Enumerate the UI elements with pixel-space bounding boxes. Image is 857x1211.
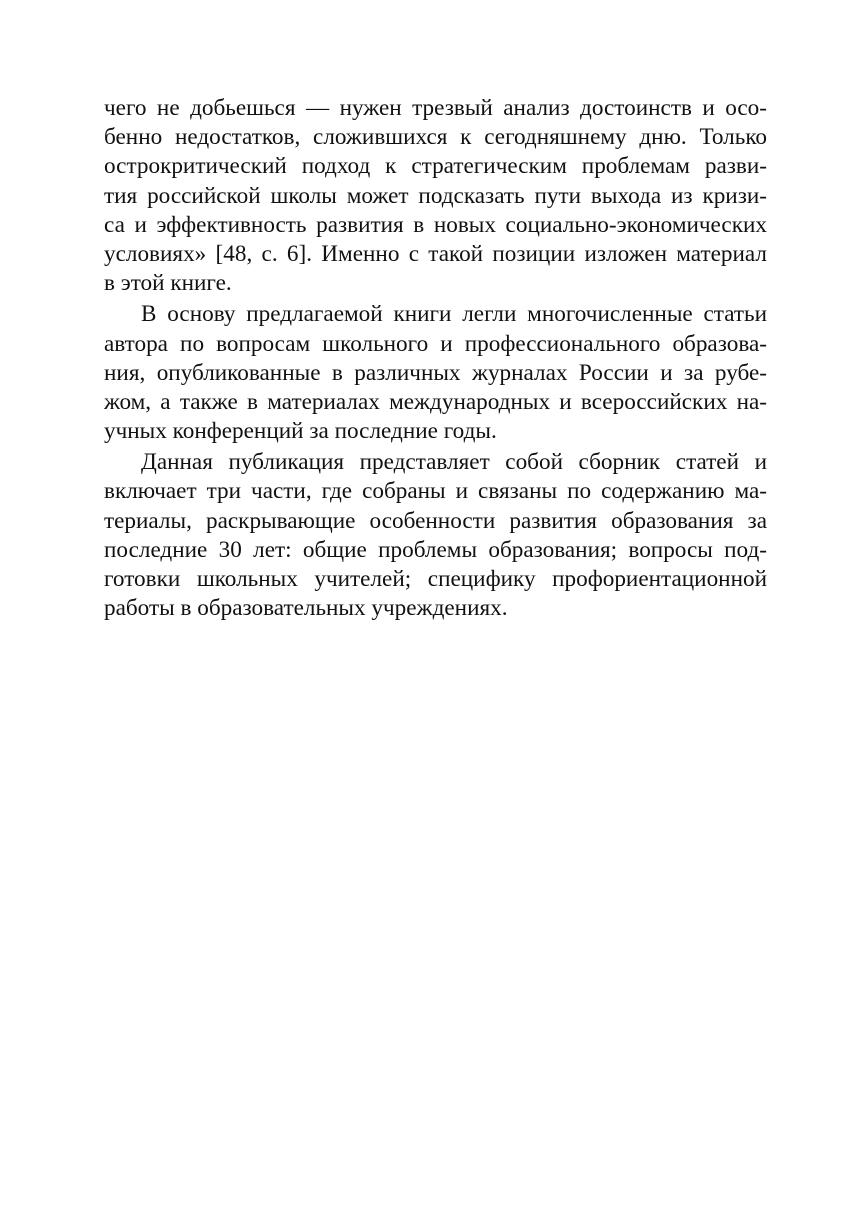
text-line: острокритический подход к стратегическим проблемам разви- xyxy=(104,153,767,180)
text-line: са и эффективность развития в новых социально-экономических xyxy=(104,211,767,238)
text-line: включает три части, где собраны и связаны по содержанию ма- xyxy=(104,478,767,505)
text-line: условиях» [48, с. 6]. Именно с такой позиции изложен материал xyxy=(104,240,767,267)
paragraph-1 xyxy=(104,94,767,298)
text-line: автора по вопросам школьного и профессионального образова- xyxy=(104,330,767,357)
text-line: чего не добьешься — нужен трезвый анализ достоинств и осо- xyxy=(104,95,767,121)
text-line: В основу предлагаемой книги легли многочисленные статьи xyxy=(141,301,767,328)
text-line: ния, опубликованные в различных журналах России и за рубе- xyxy=(104,359,767,386)
text-line: жом, а также в материалах международных и всероссийских на- xyxy=(104,388,767,415)
text-line: работы в образовательных учреждениях. xyxy=(104,595,508,622)
text-line: готовки школьных учителей; специфику профориентационной xyxy=(104,566,767,592)
paragraph-2 xyxy=(104,300,767,446)
paragraph-3 xyxy=(104,448,767,623)
text-line: учных конференций за последние годы. xyxy=(104,418,497,445)
body-text xyxy=(104,94,767,623)
text-line: териалы, раскрывающие особенности развития образования за xyxy=(104,507,767,534)
text-line: тия российской школы может подсказать пути выхода из кризи- xyxy=(104,182,767,209)
text-line: бенно недостатков, сложившихся к сегодняшнему дню. Только xyxy=(104,124,767,151)
text-line: Данная публикация представляет собой сборник статей и xyxy=(141,449,767,476)
text-line: последние 30 лет: общие проблемы образования; вопросы под- xyxy=(104,536,767,563)
text-line: в этой книге. xyxy=(104,270,232,297)
